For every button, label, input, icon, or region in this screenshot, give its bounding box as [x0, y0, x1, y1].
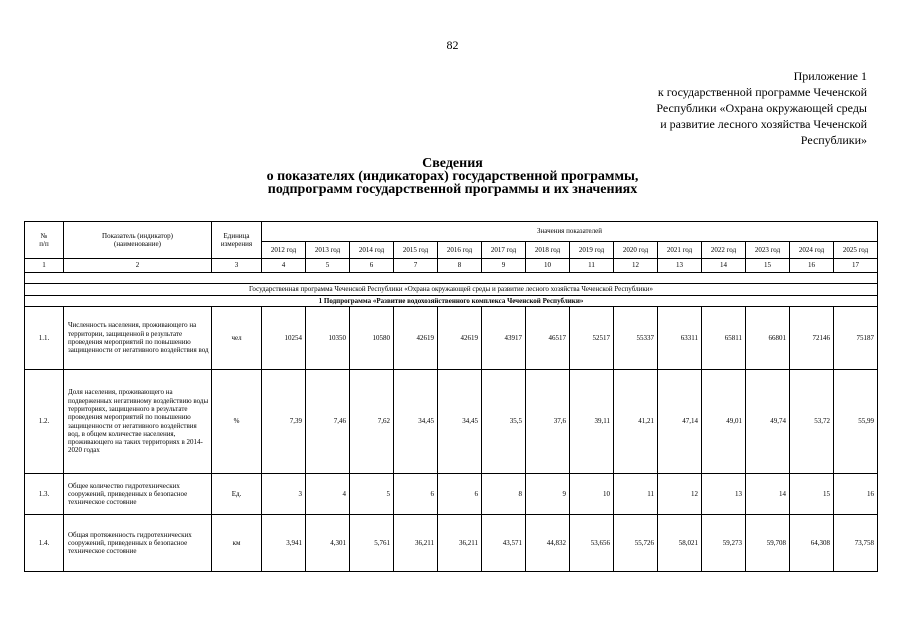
- row-number: 1.1.: [25, 307, 64, 370]
- row-value: 49,74: [746, 370, 790, 474]
- column-number: 16: [790, 259, 834, 273]
- row-value: 10: [570, 474, 614, 515]
- column-number: 15: [746, 259, 790, 273]
- document-title: [0, 157, 905, 196]
- column-number: 6: [350, 259, 394, 273]
- column-number: 17: [834, 259, 878, 273]
- header-year: 2025 год: [834, 242, 878, 259]
- header-num: № п/п: [25, 222, 64, 259]
- row-value: 37,6: [526, 370, 570, 474]
- header-year: 2015 год: [394, 242, 438, 259]
- row-value: 4,301: [306, 515, 350, 572]
- row-value: 9: [526, 474, 570, 515]
- appendix-line: Приложение 1: [793, 69, 867, 83]
- table-row: [25, 474, 878, 515]
- column-number: 8: [438, 259, 482, 273]
- title-line: о показателях (индикаторах) государственной программы,: [266, 169, 639, 184]
- indicators-table: [24, 221, 878, 572]
- row-value: 73,758: [834, 515, 878, 572]
- row-value: 15: [790, 474, 834, 515]
- program-row: [25, 284, 878, 296]
- column-number: 13: [658, 259, 702, 273]
- row-value: 10254: [262, 307, 306, 370]
- row-value: 39,11: [570, 370, 614, 474]
- row-value: 36,211: [438, 515, 482, 572]
- row-unit: чел: [212, 307, 262, 370]
- row-value: 7,39: [262, 370, 306, 474]
- row-value: 5: [350, 474, 394, 515]
- header-values: Значения показателей: [262, 222, 878, 242]
- row-unit: %: [212, 370, 262, 474]
- row-value: 16: [834, 474, 878, 515]
- row-value: 55,99: [834, 370, 878, 474]
- appendix-line: Республики»: [800, 133, 867, 147]
- row-value: 75187: [834, 307, 878, 370]
- header-year: 2019 год: [570, 242, 614, 259]
- row-value: 52517: [570, 307, 614, 370]
- appendix-line: Республики «Охрана окружающей среды: [656, 101, 867, 115]
- table-row: [25, 370, 878, 474]
- header-year: 2012 год: [262, 242, 306, 259]
- header-year: 2018 год: [526, 242, 570, 259]
- header-year: 2021 год: [658, 242, 702, 259]
- row-value: 63311: [658, 307, 702, 370]
- row-value: 34,45: [394, 370, 438, 474]
- header-unit: Единица измерения: [212, 222, 262, 259]
- row-value: 64,308: [790, 515, 834, 572]
- row-value: 42619: [394, 307, 438, 370]
- header-year: 2017 год: [482, 242, 526, 259]
- header-year: 2016 год: [438, 242, 482, 259]
- row-value: 34,45: [438, 370, 482, 474]
- row-value: 3: [262, 474, 306, 515]
- header-year: 2013 год: [306, 242, 350, 259]
- row-value: 11: [614, 474, 658, 515]
- row-value: 14: [746, 474, 790, 515]
- column-number: 10: [526, 259, 570, 273]
- row-value: 47,14: [658, 370, 702, 474]
- row-value: 3,941: [262, 515, 306, 572]
- row-value: 55337: [614, 307, 658, 370]
- row-indicator: Доля населения, проживающего на подверженных негативному воздействию воды территориях, защищенного в результате проведения мероприятий по повышению защищенности от негативного воздействия вод, в общем количестве населения, проживающего на таких территориях в 2014-2020 годах: [64, 370, 212, 474]
- spacer-row: [25, 273, 878, 284]
- row-value: 7,62: [350, 370, 394, 474]
- row-unit: Ед.: [212, 474, 262, 515]
- column-number: 12: [614, 259, 658, 273]
- row-value: 43,571: [482, 515, 526, 572]
- header-indicator: Показатель (индикатор) (наименование): [64, 222, 212, 259]
- row-value: 6: [394, 474, 438, 515]
- header-year: 2023 год: [746, 242, 790, 259]
- row-indicator: Общее количество гидротехнических сооружений, приведенных в безопасное техническое состояние: [64, 474, 212, 515]
- row-value: 4: [306, 474, 350, 515]
- row-value: 65811: [702, 307, 746, 370]
- row-value: 36,211: [394, 515, 438, 572]
- row-value: 59,708: [746, 515, 790, 572]
- row-value: 41,21: [614, 370, 658, 474]
- title-line: подпрограмм государственной программы и их значениях: [267, 182, 638, 197]
- row-value: 53,72: [790, 370, 834, 474]
- column-number: 4: [262, 259, 306, 273]
- row-number: 1.4.: [25, 515, 64, 572]
- header-year: 2020 год: [614, 242, 658, 259]
- column-number: 7: [394, 259, 438, 273]
- program-title: Государственная программа Чеченской Республики «Охрана окружающей среды и развитие лесного хозяйства Чеченской Республики»: [25, 284, 878, 296]
- row-value: 44,832: [526, 515, 570, 572]
- row-value: 12: [658, 474, 702, 515]
- table-row: [25, 515, 878, 572]
- row-indicator: Численность населения, проживающего на территории, защищенной в результате проведения мероприятий по повышению защищенности от негативного воздействия вод: [64, 307, 212, 370]
- row-value: 55,726: [614, 515, 658, 572]
- column-number: 9: [482, 259, 526, 273]
- row-value: 42619: [438, 307, 482, 370]
- column-number: 2: [64, 259, 212, 273]
- title-line: Сведения: [422, 156, 483, 171]
- row-value: 59,273: [702, 515, 746, 572]
- row-value: 49,01: [702, 370, 746, 474]
- row-value: 53,656: [570, 515, 614, 572]
- row-value: 10580: [350, 307, 394, 370]
- row-value: 5,761: [350, 515, 394, 572]
- column-number: 11: [570, 259, 614, 273]
- subprogram-row: [25, 296, 878, 307]
- row-number: 1.3.: [25, 474, 64, 515]
- column-number: 3: [212, 259, 262, 273]
- page-number: 82: [446, 38, 459, 52]
- row-value: 8: [482, 474, 526, 515]
- row-value: 58,021: [658, 515, 702, 572]
- column-number: 1: [25, 259, 64, 273]
- row-value: 10350: [306, 307, 350, 370]
- column-number: 14: [702, 259, 746, 273]
- appendix-line: и развитие лесного хозяйства Чеченской: [660, 117, 867, 131]
- row-value: 6: [438, 474, 482, 515]
- spacer-cell: [25, 273, 878, 284]
- row-unit: км: [212, 515, 262, 572]
- row-value: 7,46: [306, 370, 350, 474]
- row-value: 46517: [526, 307, 570, 370]
- appendix-line: к государственной программе Чеченской: [657, 85, 867, 99]
- row-value: 13: [702, 474, 746, 515]
- header-year: 2022 год: [702, 242, 746, 259]
- row-indicator: Общая протяженность гидротехнических сооружений, приведенных в безопасное техническое состояние: [64, 515, 212, 572]
- header-year: 2014 год: [350, 242, 394, 259]
- row-value: 72146: [790, 307, 834, 370]
- appendix-note: [656, 68, 867, 148]
- row-value: 66801: [746, 307, 790, 370]
- row-value: 35,5: [482, 370, 526, 474]
- row-number: 1.2.: [25, 370, 64, 474]
- subprogram-title: 1 Подпрограмма «Развитие водохозяйственного комплекса Чеченской Республики»: [25, 296, 878, 307]
- table-row: [25, 307, 878, 370]
- header-row: [25, 222, 878, 242]
- column-number: 5: [306, 259, 350, 273]
- header-year: 2024 год: [790, 242, 834, 259]
- row-value: 43917: [482, 307, 526, 370]
- column-numbers-row: [25, 259, 878, 273]
